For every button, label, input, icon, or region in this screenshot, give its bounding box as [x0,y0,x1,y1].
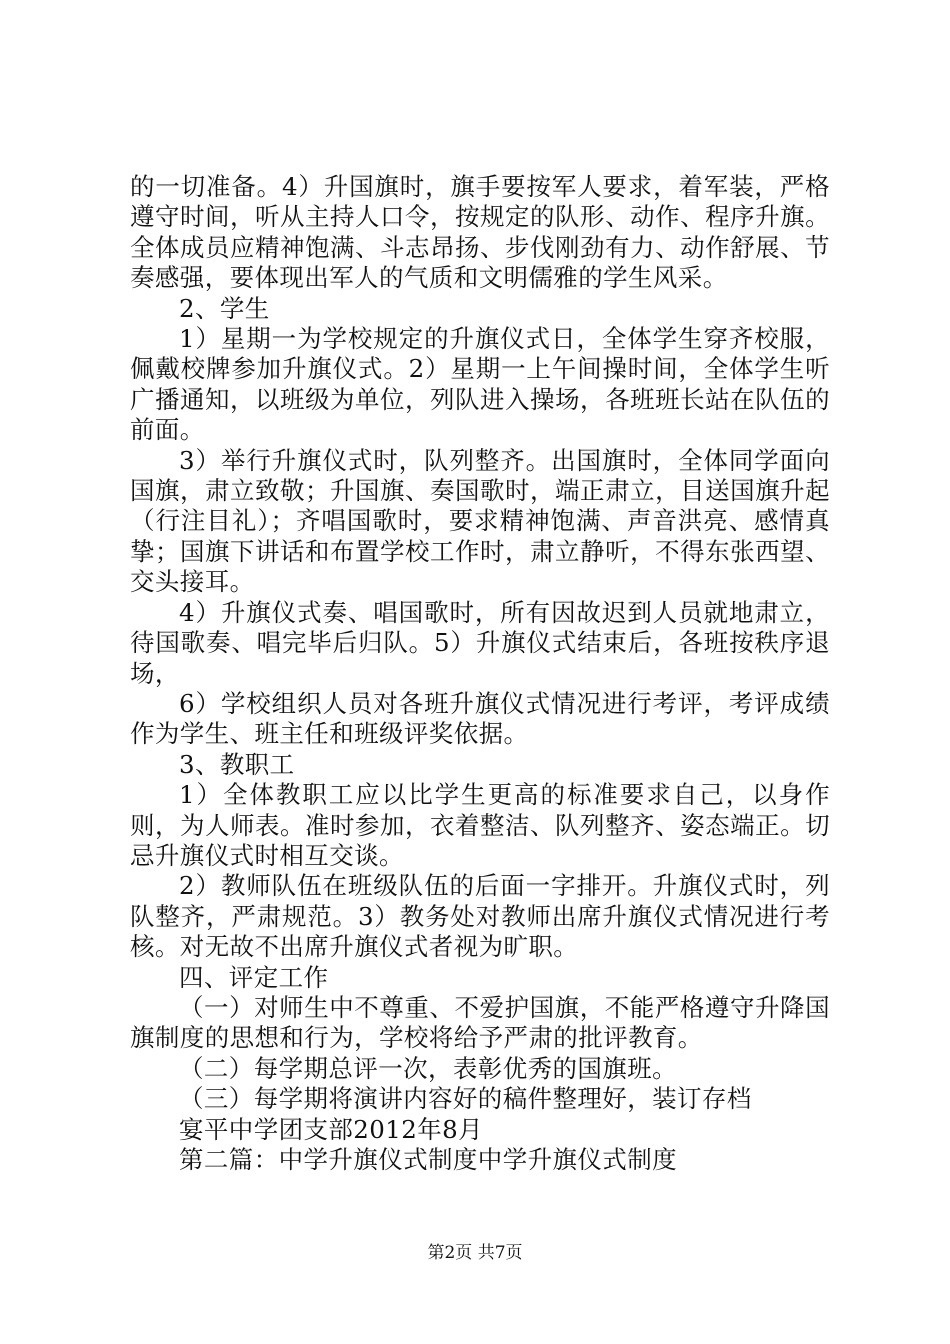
paragraph-7: 3、教职工 [179,749,295,779]
paragraph-4: 3）举行升旗仪式时，队列整齐。出国旗时，全体同学面向国旗，肃立致敬；升国旗、奏国歌时，端正肃立，目送国旗升起（行注目礼）；齐唱国歌时，要求精神饱满、声音洪亮、感情真挚；国旗下讲话和布置学校工作时，肃立静听，不得东张西望、交头接耳。 [130,445,830,597]
paragraph-5: 4）升旗仪式奏、唱国歌时，所有因故迟到人员就地肃立，待国歌奏、唱完毕后归队。5）升旗仪式结束后，各班按秩序退场， [130,597,830,688]
paragraph-13: （三）每学期将演讲内容好的稿件整理好，装订存档 [179,1084,752,1114]
paragraph-12: （二）每学期总评一次，表彰优秀的国旗班。 [179,1053,677,1083]
document-body [130,172,830,1175]
paragraph-3: 1）星期一为学校规定的升旗仪式日，全体学生穿齐校服，佩戴校牌参加升旗仪式。2）星期一上午间操时间，全体学生听广播通知，以班级为单位，列队进入操场，各班班长站在队伍的前面。 [130,324,830,445]
paragraph-1: 的一切准备。4）升国旗时，旗手要按军人要求，着军装，严格遵守时间，听从主持人口令，按规定的队形、动作、程序升旗。全体成员应精神饱满、斗志昂扬、步伐刚劲有力、动作舒展、节奏感强，要体现出军人的气质和文明儒雅的学生风采。 [130,172,830,293]
paragraph-2: 2、学生 [179,293,270,323]
paragraph-6: 6）学校组织人员对各班升旗仪式情况进行考评，考评成绩作为学生、班主任和班级评奖依据。 [130,688,830,749]
paragraph-10: 四、评定工作 [179,962,329,992]
paragraph-8: 1）全体教职工应以比学生更高的标准要求自己，以身作则，为人师表。准时参加，衣着整洁、队列整齐、姿态端正。切忌升旗仪式时相互交谈。 [130,780,830,870]
page-number-footer: 第2页 共7页 [427,1243,523,1263]
paragraph-11: （一）对师生中不尊重、不爱护国旗，不能严格遵守升降国旗制度的思想和行为，学校将给予严肃的批评教育。 [130,992,830,1053]
paragraph-14: 宴平中学团支部2012年8月 [179,1114,484,1144]
paragraph-9: 2）教师队伍在班级队伍的后面一字排开。升旗仪式时，列队整齐，严肃规范。3）教务处对教师出席升旗仪式情况进行考核。对无故不出席升旗仪式者视为旷职。 [130,871,830,962]
paragraph-15: 第二篇：中学升旗仪式制度中学升旗仪式制度 [179,1145,677,1174]
